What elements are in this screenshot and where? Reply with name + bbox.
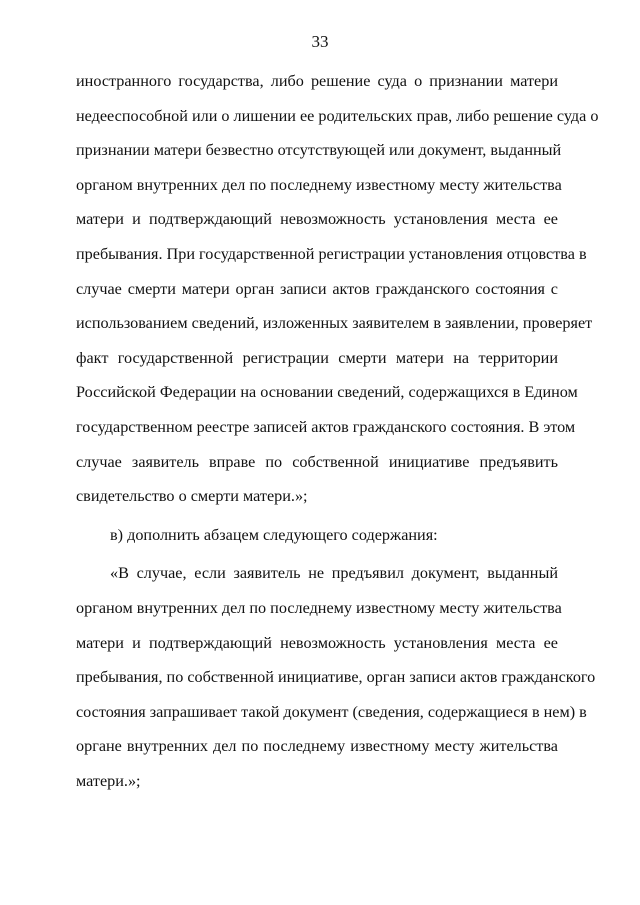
text-line: недееспособной или о лишении ее родительских прав, либо решение суда о	[76, 106, 599, 125]
paragraph-amendment-item	[76, 518, 558, 553]
page-number: 33	[311, 32, 329, 51]
text-line: случае смерти матери орган записи актов гражданского состояния с	[76, 279, 558, 298]
text-line: «В случае, если заявитель не предъявил документ, выданный	[110, 564, 558, 583]
text-line: матери и подтверждающий невозможность установления места ее	[76, 633, 558, 652]
document-body	[76, 64, 599, 798]
text-line: факт государственной регистрации смерти матери на территории	[76, 348, 558, 367]
text-line: государственном реестре записей актов гражданского состояния. В этом	[76, 417, 576, 436]
text-line: иностранного государства, либо решение суда о признании матери	[76, 72, 558, 90]
text-line: пребывания. При государственной регистрации установления отцовства в	[76, 244, 587, 263]
text-line: органом внутренних дел по последнему известному месту жительства	[76, 598, 562, 617]
text-line: матери.»;	[76, 771, 141, 790]
text-line: свидетельство о смерти матери.»;	[76, 487, 308, 506]
text-line: органом внутренних дел по последнему известному месту жительства	[76, 175, 562, 194]
text-line: пребывания, по собственной инициативе, орган записи актов гражданского	[76, 668, 596, 687]
text-line: использованием сведений, изложенных заявителем в заявлении, проверяет	[76, 314, 593, 333]
text-line: органе внутренних дел по последнему известному месту жительства	[76, 737, 558, 756]
text-line: Российской Федерации на основании сведений, содержащихся в Едином	[76, 383, 578, 402]
text-line: в) дополнить абзацем следующего содержания:	[110, 525, 438, 544]
text-line: состояния запрашивает такой документ (сведения, содержащиеся в нем) в	[76, 702, 587, 721]
text-line: случае заявитель вправе по собственной инициативе предъявить	[76, 452, 558, 471]
paragraph-quoted-text	[76, 556, 596, 798]
text-line: матери и подтверждающий невозможность установления места ее	[76, 210, 558, 229]
text-line: признании матери безвестно отсутствующей или документ, выданный	[76, 141, 562, 160]
paragraph-continuation	[76, 64, 599, 514]
